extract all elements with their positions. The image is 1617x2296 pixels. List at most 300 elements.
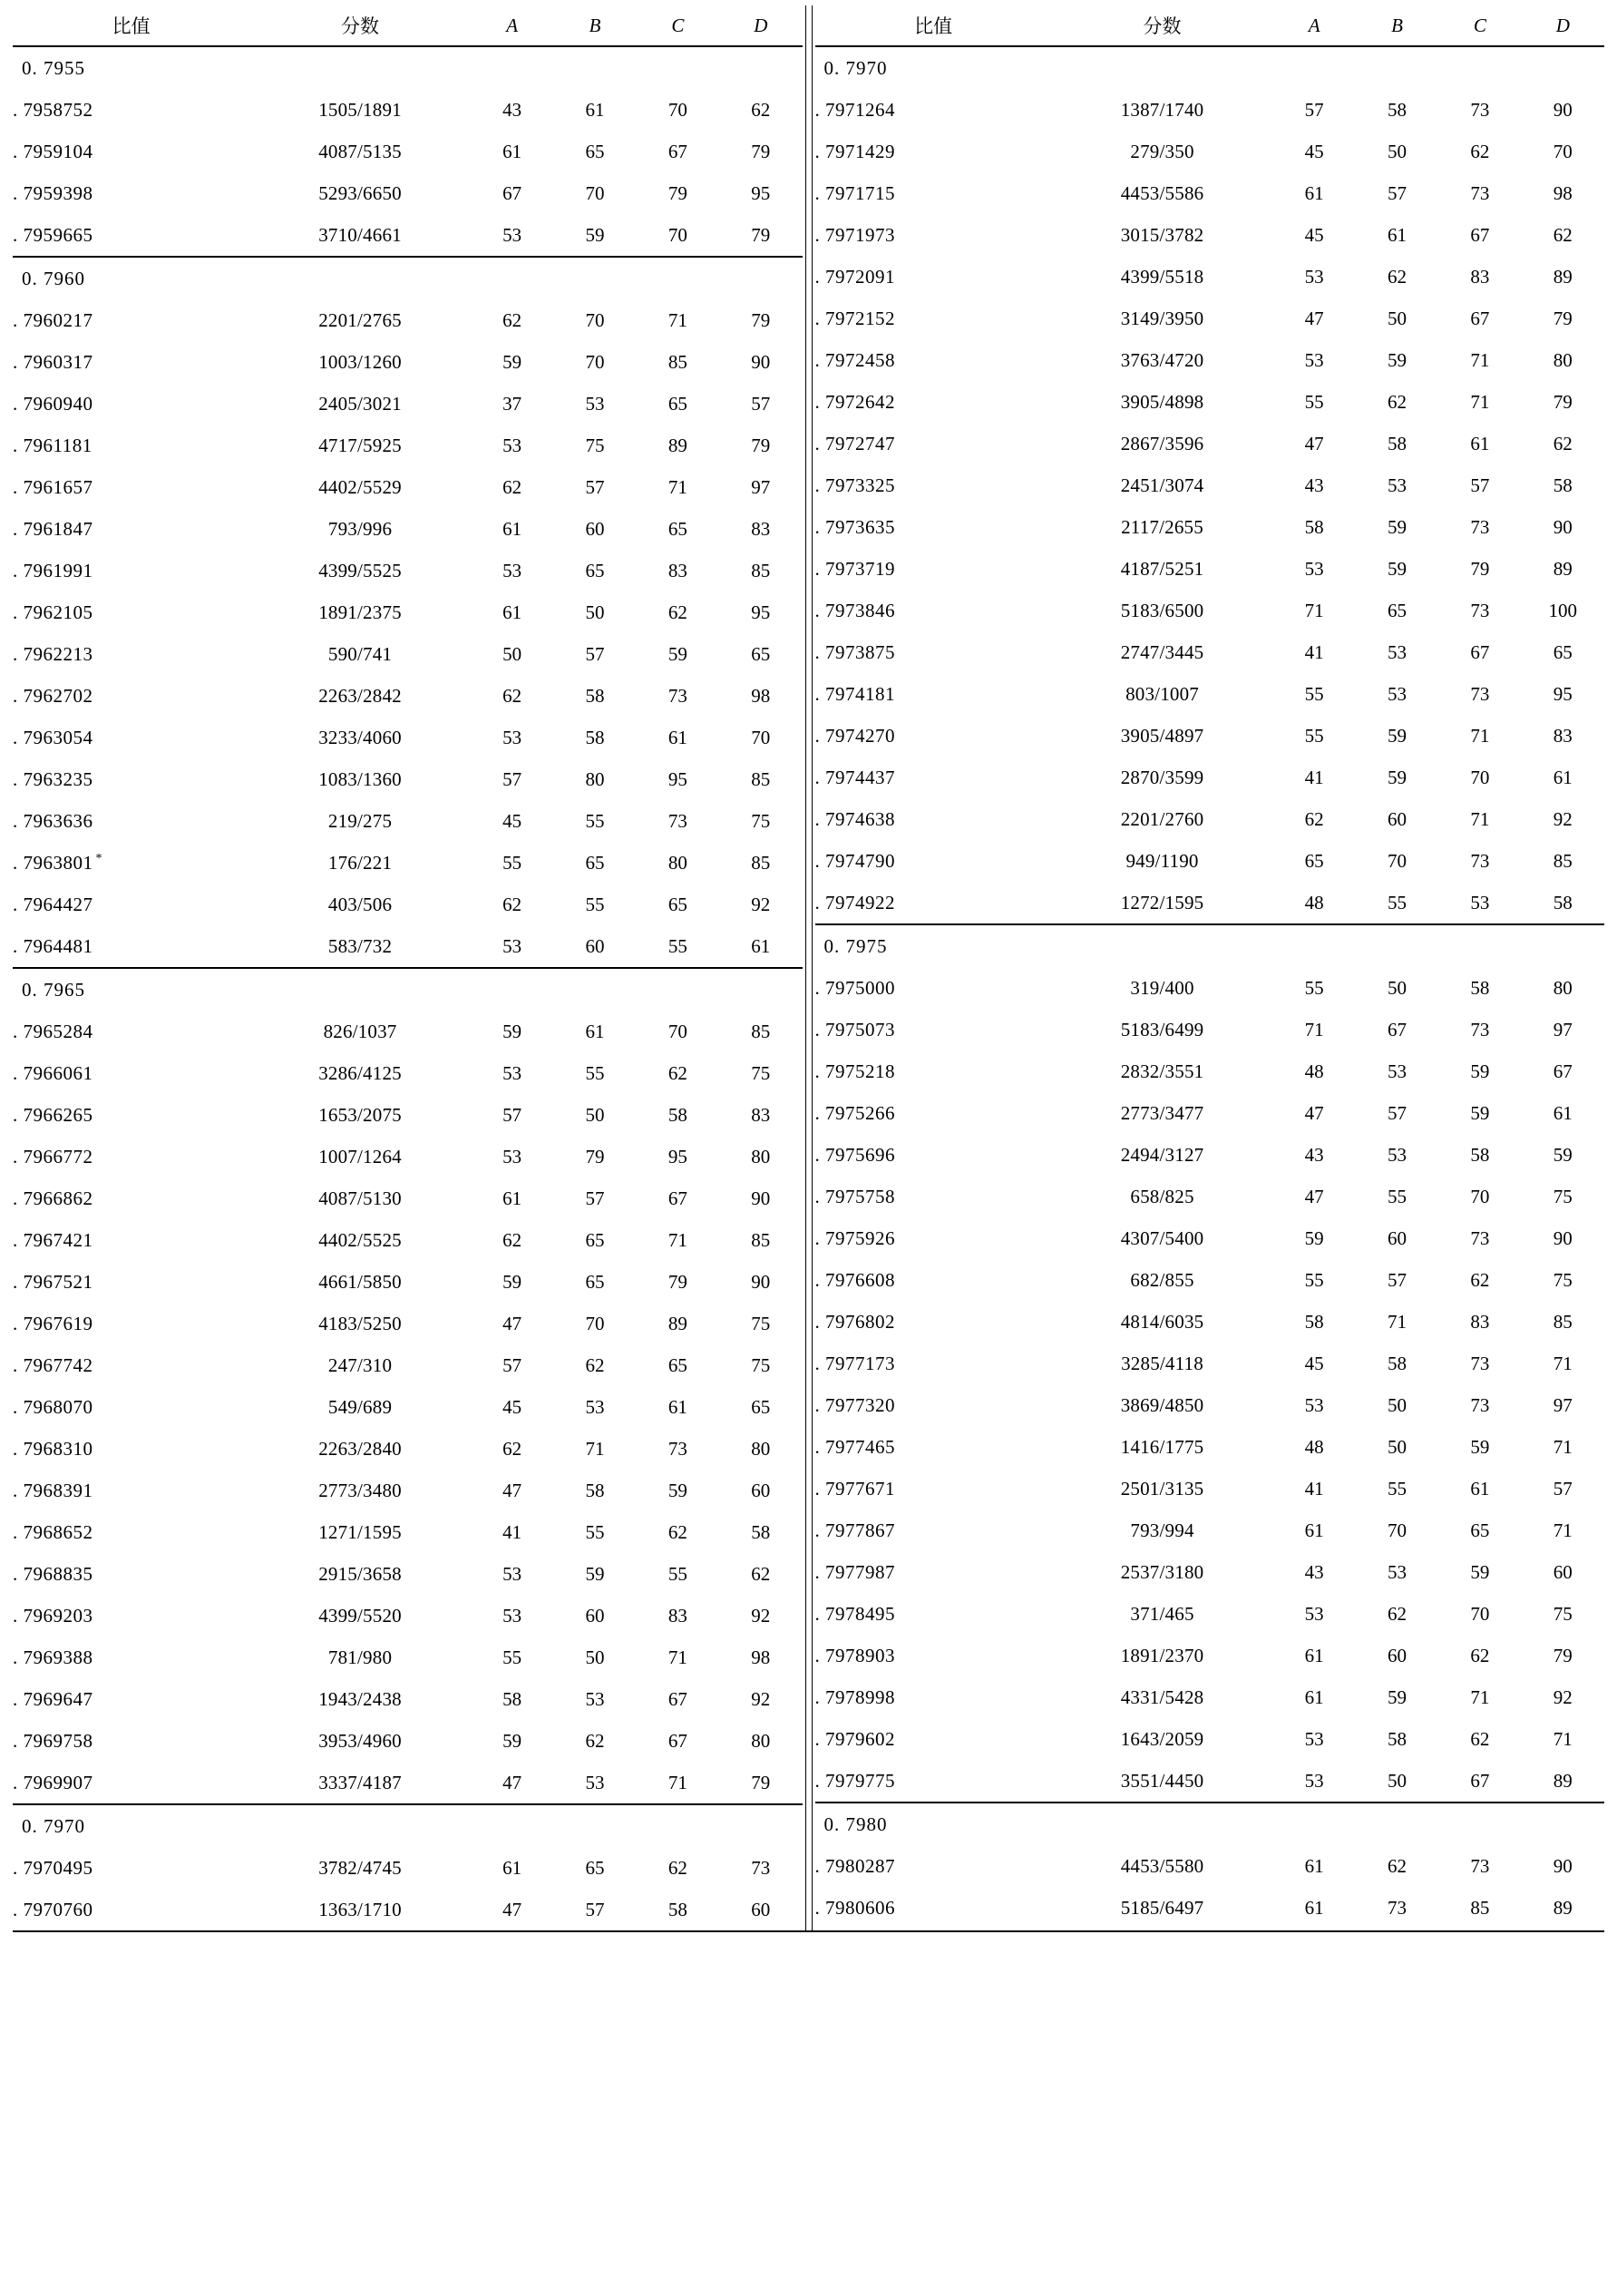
cell-c: 71: [667, 1646, 687, 1668]
cell-c: 89: [667, 434, 687, 456]
group-header-row: [815, 46, 1605, 89]
cell-a: 45: [1304, 140, 1324, 162]
cell-fraction: 4402/5525: [318, 1228, 402, 1251]
group-empty-cell: [1438, 46, 1521, 89]
group-ratio: 0. 7955: [22, 56, 85, 79]
cell-fraction: 4453/5580: [1120, 1854, 1204, 1877]
cell-b: 55: [585, 893, 605, 915]
cell-ratio: [13, 1762, 249, 1804]
ratio-value: . 7968652: [13, 1520, 93, 1543]
cell-d: 80: [751, 1437, 771, 1460]
cell-ratio: [815, 1343, 1052, 1384]
cell-ratio: [815, 1301, 1052, 1343]
cell-fraction: 1271/1595: [318, 1520, 402, 1543]
left-column-block: [13, 5, 803, 1930]
table-row: [13, 1470, 803, 1511]
table-row: [815, 131, 1605, 172]
table-row: [13, 341, 803, 383]
cell-a: 53: [502, 1562, 522, 1585]
table-row: [13, 1136, 803, 1177]
cell-d: 73: [751, 1856, 771, 1879]
cell-fraction: 4453/5586: [1120, 181, 1204, 204]
cell-fraction: 3782/4745: [318, 1856, 402, 1879]
cell-a: 47: [502, 1771, 522, 1793]
cell-ratio: [815, 673, 1052, 715]
ratio-value: . 7964427: [13, 893, 93, 915]
table-row: [13, 550, 803, 591]
cell-c: 53: [1470, 891, 1490, 914]
ratio-value: . 7968310: [13, 1437, 93, 1460]
cell-c: 73: [1470, 1226, 1490, 1249]
cell-a: 58: [1304, 1310, 1324, 1333]
cell-b: 58: [1387, 1727, 1407, 1750]
cell-fraction: 2405/3021: [318, 392, 402, 415]
cell-fraction: 2867/3596: [1120, 432, 1204, 454]
cell-d: 75: [1553, 1602, 1573, 1625]
table-row: [13, 1637, 803, 1678]
cell-b: 70: [585, 308, 605, 331]
header-c: C: [637, 5, 719, 46]
cell-fraction: 2263/2840: [318, 1437, 402, 1460]
cell-b: 59: [1387, 557, 1407, 580]
group-empty-cell: [1272, 1803, 1355, 1845]
table-row: [815, 757, 1605, 798]
ratio-value: . 7958752: [13, 98, 93, 121]
cell-a: 53: [1304, 1602, 1324, 1625]
cell-a: 71: [1304, 599, 1324, 621]
cell-ratio: [13, 717, 249, 758]
cell-c: 58: [667, 1898, 687, 1920]
cell-a: 41: [1304, 1477, 1324, 1500]
cell-fraction: 5185/6497: [1120, 1896, 1204, 1919]
cell-ratio: [815, 1217, 1052, 1259]
cell-c: 67: [667, 1687, 687, 1710]
cell-ratio: [13, 131, 249, 172]
ratio-value: . 7977987: [814, 1560, 895, 1583]
cell-fraction: 3953/4960: [318, 1729, 402, 1752]
table-row: [13, 425, 803, 466]
cell-a: 48: [1304, 1435, 1324, 1458]
cell-c: 61: [1470, 1477, 1490, 1500]
cell-b: 60: [585, 934, 605, 957]
cell-a: 53: [502, 934, 522, 957]
ratio-value: . 7978903: [814, 1644, 895, 1666]
cell-b: 59: [1387, 515, 1407, 538]
cell-d: 89: [1553, 1769, 1573, 1792]
cell-ratio: [815, 798, 1052, 840]
cell-fraction: 279/350: [1130, 140, 1194, 162]
ratio-value: . 7968835: [13, 1562, 93, 1585]
cell-b: 53: [1387, 1060, 1407, 1082]
cell-c: 61: [1470, 432, 1490, 454]
table-row: [13, 1889, 803, 1930]
cell-c: 71: [1470, 348, 1490, 371]
cell-c: 70: [667, 1020, 687, 1042]
table-row: [815, 1301, 1605, 1343]
cell-ratio: [13, 758, 249, 800]
cell-b: 55: [585, 1061, 605, 1084]
header-b: B: [1356, 5, 1438, 46]
cell-fraction: 1943/2438: [318, 1687, 402, 1710]
cell-b: 50: [1387, 1435, 1407, 1458]
cell-ratio: [13, 1136, 249, 1177]
ratio-value: . 7967619: [13, 1312, 93, 1334]
cell-c: 73: [1470, 849, 1490, 872]
cell-fraction: 4402/5529: [318, 475, 402, 498]
group-empty-cell: [553, 968, 636, 1011]
cell-b: 67: [1387, 1018, 1407, 1041]
table-row: [13, 1762, 803, 1804]
left-table: [13, 5, 803, 1930]
cell-b: 79: [585, 1145, 605, 1168]
cell-c: 73: [667, 684, 687, 707]
ratio-value: . 7963235: [13, 767, 93, 790]
cell-b: 53: [1387, 1143, 1407, 1166]
ratio-value: . 7973846: [814, 599, 895, 621]
ratio-value: . 7966862: [13, 1187, 93, 1209]
cell-ratio: [13, 1637, 249, 1678]
table-row: [815, 715, 1605, 757]
cell-c: 70: [1470, 1602, 1490, 1625]
cell-ratio: [13, 341, 249, 383]
cell-c: 61: [667, 1395, 687, 1418]
ratio-value: . 7969758: [13, 1729, 93, 1752]
cell-a: 59: [502, 1020, 522, 1042]
cell-a: 53: [1304, 348, 1324, 371]
table-row: [13, 172, 803, 214]
cell-b: 55: [1387, 1185, 1407, 1207]
ratio-value: . 7978495: [814, 1602, 895, 1625]
ratio-value: . 7974181: [814, 682, 895, 705]
cell-b: 75: [585, 434, 605, 456]
cell-b: 55: [1387, 1477, 1407, 1500]
cell-a: 61: [502, 1187, 522, 1209]
cell-c: 71: [667, 1228, 687, 1251]
ratio-value: . 7977173: [814, 1352, 895, 1374]
ratio-value: . 7977320: [814, 1393, 895, 1416]
cell-ratio: [815, 256, 1052, 298]
cell-d: 70: [1553, 140, 1573, 162]
header-d: D: [1522, 5, 1604, 46]
cell-a: 53: [1304, 1393, 1324, 1416]
cell-ratio: [13, 1344, 249, 1386]
group-empty-cell: [719, 46, 802, 89]
table-row: [815, 298, 1605, 339]
cell-ratio: [815, 1468, 1052, 1509]
cell-b: 70: [1387, 849, 1407, 872]
cell-a: 55: [1304, 976, 1324, 999]
cell-d: 62: [751, 1562, 771, 1585]
cell-d: 62: [1553, 432, 1573, 454]
cell-ratio: [13, 1678, 249, 1720]
table-row: [815, 798, 1605, 840]
cell-a: 47: [502, 1898, 522, 1920]
cell-d: 71: [1553, 1435, 1573, 1458]
ratio-value: . 7972091: [814, 265, 895, 288]
table-row: [815, 214, 1605, 256]
cell-c: 71: [667, 308, 687, 331]
cell-ratio: [815, 1009, 1052, 1050]
cell-ratio: [13, 591, 249, 633]
cell-fraction: 4183/5250: [318, 1312, 402, 1334]
cell-b: 70: [1387, 1519, 1407, 1541]
cell-b: 65: [585, 1228, 605, 1251]
cell-fraction: 2501/3135: [1120, 1477, 1204, 1500]
table-row: [13, 633, 803, 675]
cell-ratio: [13, 172, 249, 214]
cell-d: 97: [751, 475, 771, 498]
cell-b: 57: [1387, 1101, 1407, 1124]
cell-b: 58: [585, 1479, 605, 1501]
ratio-value: . 7963801: [13, 851, 93, 874]
column-divider: [803, 5, 815, 1930]
group-empty-cell: [553, 257, 636, 299]
cell-fraction: 1272/1595: [1120, 891, 1204, 914]
ratio-value: . 7968070: [13, 1395, 93, 1418]
cell-ratio: [13, 1470, 249, 1511]
cell-fraction: 803/1007: [1125, 682, 1199, 705]
cell-c: 57: [1470, 474, 1490, 496]
cell-d: 90: [751, 1270, 771, 1293]
cell-a: 61: [502, 601, 522, 623]
table-row: [815, 673, 1605, 715]
cell-fraction: 2832/3551: [1120, 1060, 1204, 1082]
cell-b: 53: [585, 1687, 605, 1710]
ratio-value: . 7969647: [13, 1687, 93, 1710]
table-row: [815, 381, 1605, 423]
cell-ratio: [13, 1219, 249, 1261]
cell-fraction: 3905/4898: [1120, 390, 1204, 413]
cell-b: 53: [585, 1771, 605, 1793]
cell-d: 75: [1553, 1268, 1573, 1291]
cell-a: 61: [1304, 1896, 1324, 1919]
group-empty-cell: [1356, 1803, 1438, 1845]
cell-fraction: 4399/5520: [318, 1604, 402, 1627]
cell-c: 58: [667, 1103, 687, 1126]
cell-c: 83: [667, 559, 687, 581]
ratio-value: . 7971264: [814, 98, 895, 121]
cell-a: 55: [1304, 724, 1324, 747]
cell-b: 50: [585, 601, 605, 623]
cell-c: 73: [1470, 1393, 1490, 1416]
cell-b: 53: [1387, 474, 1407, 496]
ratio-value: . 7969203: [13, 1604, 93, 1627]
cell-b: 58: [1387, 432, 1407, 454]
cell-a: 62: [502, 475, 522, 498]
cell-c: 95: [667, 1145, 687, 1168]
cell-d: 98: [1553, 181, 1573, 204]
cell-ratio: [13, 675, 249, 717]
ratio-value: . 7970495: [13, 1856, 93, 1879]
cell-a: 62: [1304, 807, 1324, 830]
table-row: [13, 214, 803, 257]
cell-ratio: [13, 884, 249, 925]
cell-a: 43: [502, 98, 522, 121]
cell-fraction: 2773/3480: [318, 1479, 402, 1501]
cell-fraction: 5183/6499: [1120, 1018, 1204, 1041]
asterisk-marker: *: [95, 851, 102, 865]
group-header-row: [13, 257, 803, 299]
table-row: [13, 1094, 803, 1136]
cell-ratio: [815, 1593, 1052, 1635]
cell-a: 43: [1304, 1560, 1324, 1583]
left-table-body: [13, 46, 803, 1930]
cell-b: 65: [585, 1856, 605, 1879]
cell-b: 61: [1387, 223, 1407, 246]
ratio-value: . 7962105: [13, 601, 93, 623]
cell-fraction: 3337/4187: [318, 1771, 402, 1793]
cell-fraction: 4307/5400: [1120, 1226, 1204, 1249]
header-ratio: 比值: [13, 5, 249, 46]
cell-ratio: [13, 1553, 249, 1595]
ratio-value: . 7973325: [814, 474, 895, 496]
cell-c: 70: [667, 98, 687, 121]
cell-ratio: [815, 1887, 1052, 1929]
cell-a: 53: [1304, 1727, 1324, 1750]
group-header-row: [815, 924, 1605, 967]
group-empty-cell: [1356, 924, 1438, 967]
cell-fraction: 4087/5130: [318, 1187, 402, 1209]
cell-a: 58: [1304, 515, 1324, 538]
cell-c: 59: [667, 642, 687, 665]
cell-ratio: [13, 89, 249, 131]
cell-a: 48: [1304, 891, 1324, 914]
cell-a: 61: [502, 140, 522, 162]
cell-d: 95: [1553, 682, 1573, 705]
cell-b: 62: [1387, 265, 1407, 288]
cell-b: 53: [1387, 682, 1407, 705]
table-row: [13, 925, 803, 968]
cell-a: 53: [1304, 1769, 1324, 1792]
cell-d: 85: [751, 767, 771, 790]
table-row: [815, 89, 1605, 131]
cell-ratio: [13, 1847, 249, 1889]
cell-d: 85: [751, 1020, 771, 1042]
table-row: [13, 675, 803, 717]
cell-d: 85: [751, 851, 771, 874]
cell-a: 37: [502, 392, 522, 415]
cell-ratio: [13, 550, 249, 591]
cell-d: 60: [751, 1479, 771, 1501]
ratio-value: . 7975000: [814, 976, 895, 999]
cell-fraction: 2773/3477: [1120, 1101, 1204, 1124]
cell-ratio: [13, 1511, 249, 1553]
cell-a: 55: [502, 851, 522, 874]
cell-b: 71: [1387, 1310, 1407, 1333]
cell-d: 97: [1553, 1393, 1573, 1416]
cell-b: 55: [585, 1520, 605, 1543]
cell-d: 79: [751, 434, 771, 456]
table-row: [13, 717, 803, 758]
cell-d: 61: [1553, 766, 1573, 788]
cell-d: 71: [1553, 1727, 1573, 1750]
ratio-value: . 7973635: [814, 515, 895, 538]
cell-b: 58: [585, 684, 605, 707]
table-row: [815, 506, 1605, 548]
cell-d: 95: [751, 601, 771, 623]
cell-c: 55: [667, 934, 687, 957]
table-row: [13, 884, 803, 925]
cell-b: 62: [585, 1353, 605, 1376]
cell-b: 50: [1387, 976, 1407, 999]
cell-ratio: [815, 506, 1052, 548]
cell-a: 55: [1304, 390, 1324, 413]
cell-c: 59: [667, 1479, 687, 1501]
cell-d: 89: [1553, 557, 1573, 580]
cell-ratio: [13, 1052, 249, 1094]
cell-c: 62: [667, 601, 687, 623]
ratio-value: . 7962213: [13, 642, 93, 665]
right-header-row: [815, 5, 1605, 46]
ratio-value: . 7977671: [814, 1477, 895, 1500]
cell-c: 79: [1470, 557, 1490, 580]
cell-fraction: 4331/5428: [1120, 1685, 1204, 1708]
cell-d: 62: [1553, 223, 1573, 246]
group-empty-cell: [471, 1804, 553, 1847]
cell-fraction: 5293/6650: [318, 181, 402, 204]
cell-c: 73: [1470, 1854, 1490, 1877]
cell-b: 65: [585, 140, 605, 162]
cell-d: 80: [751, 1729, 771, 1752]
cell-c: 71: [667, 475, 687, 498]
ratio-value: . 7972642: [814, 390, 895, 413]
table-row: [815, 339, 1605, 381]
cell-ratio: [13, 508, 249, 550]
cell-fraction: 2451/3074: [1120, 474, 1204, 496]
ratio-value: . 7965284: [13, 1020, 93, 1042]
cell-b: 53: [585, 1395, 605, 1418]
cell-a: 71: [1304, 1018, 1324, 1041]
cell-c: 73: [1470, 98, 1490, 121]
cell-fraction: 1653/2075: [318, 1103, 402, 1126]
cell-fraction: 949/1190: [1125, 849, 1199, 872]
cell-a: 53: [502, 559, 522, 581]
cell-c: 62: [1470, 140, 1490, 162]
cell-d: 85: [1553, 1310, 1573, 1333]
cell-d: 92: [1553, 807, 1573, 830]
group-empty-cell: [249, 46, 471, 89]
ratio-value: . 7974638: [814, 807, 895, 830]
cell-c: 83: [1470, 1310, 1490, 1333]
cell-b: 55: [1387, 891, 1407, 914]
cell-ratio: [815, 1176, 1052, 1217]
ratio-value: . 7971429: [814, 140, 895, 162]
cell-c: 73: [1470, 181, 1490, 204]
cell-c: 73: [667, 809, 687, 832]
cell-d: 57: [751, 392, 771, 415]
ratio-value: . 7976608: [814, 1268, 895, 1291]
cell-b: 50: [1387, 307, 1407, 329]
cell-a: 47: [1304, 307, 1324, 329]
bottom-rule: [13, 1930, 1604, 1932]
cell-a: 47: [502, 1479, 522, 1501]
cell-ratio: [815, 1676, 1052, 1718]
cell-a: 53: [1304, 265, 1324, 288]
ratio-value: . 7959398: [13, 181, 93, 204]
cell-b: 50: [1387, 1393, 1407, 1416]
cell-b: 65: [585, 559, 605, 581]
cell-ratio: [13, 383, 249, 425]
cell-a: 45: [502, 1395, 522, 1418]
cell-ratio: [815, 172, 1052, 214]
group-empty-cell: [249, 257, 471, 299]
cell-fraction: 682/855: [1130, 1268, 1194, 1291]
cell-b: 50: [1387, 1769, 1407, 1792]
cell-d: 58: [751, 1520, 771, 1543]
cell-fraction: 2117/2655: [1121, 515, 1203, 538]
cell-a: 48: [1304, 1060, 1324, 1082]
cell-fraction: 319/400: [1130, 976, 1194, 999]
